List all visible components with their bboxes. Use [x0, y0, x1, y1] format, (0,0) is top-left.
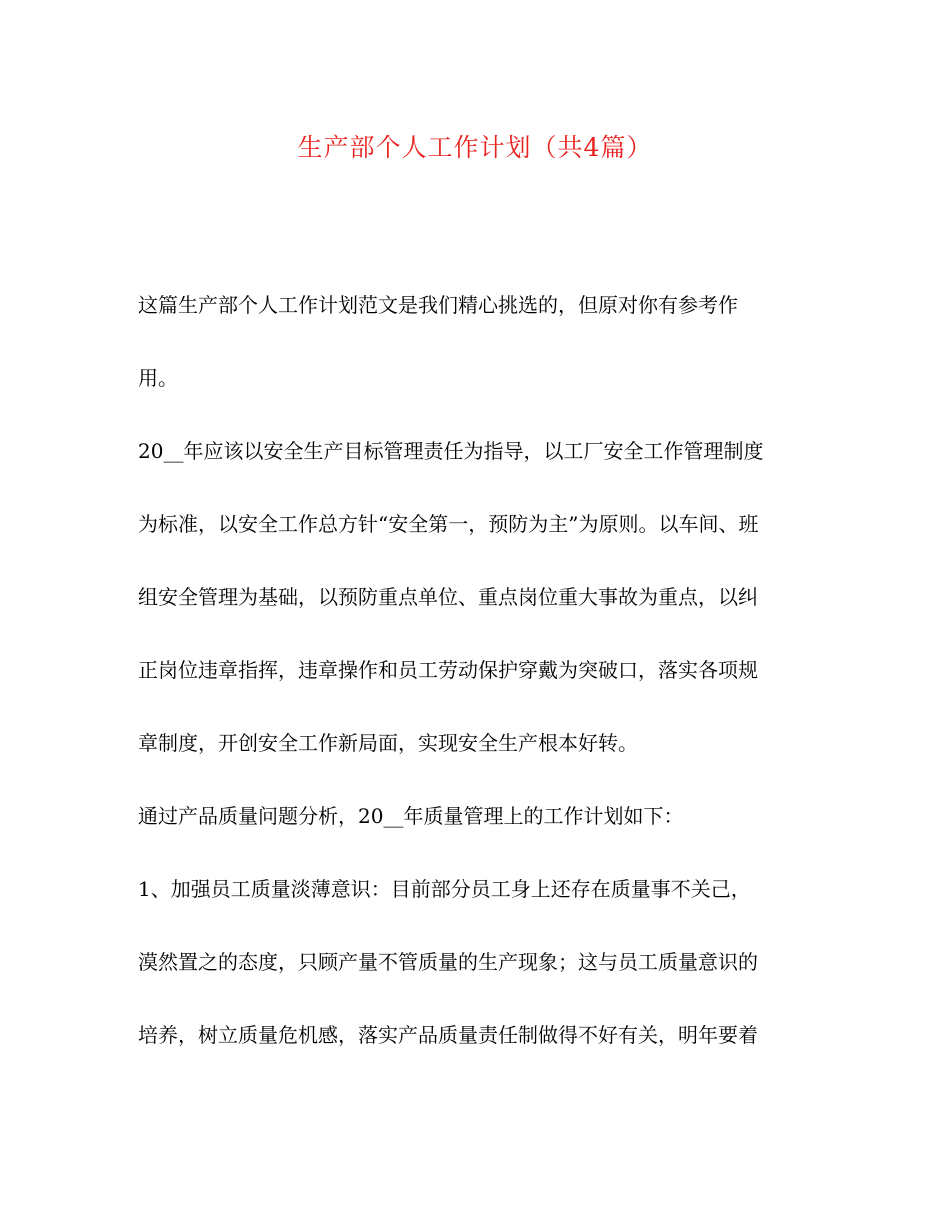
body-line: 1、加强员工质量淡薄意识：目前部分员工身上还存在质量事不关己，: [138, 877, 751, 901]
body-line: 这篇生产部个人工作计划范文是我们精心挑选的，但原对你有参考作: [138, 293, 738, 317]
body-line: 正岗位违章指挥，违章操作和员工劳动保护穿戴为突破口，落实各项规: [138, 658, 758, 682]
body-line: 通过产品质量问题分析，20__年质量管理上的工作计划如下：: [138, 804, 684, 828]
body-line: 章制度，开创安全工作新局面，实现安全生产根本好转。: [138, 731, 638, 755]
body-line: 用。: [138, 366, 178, 390]
document-title: 生产部个人工作计划（共4篇）: [297, 133, 653, 162]
body-line: 20__年应该以安全生产目标管理责任为指导，以工厂安全工作管理制度: [138, 439, 764, 463]
body-line: 漠然置之的态度，只顾产量不管质量的生产现象；这与员工质量意识的: [138, 950, 758, 974]
body-line: 培养，树立质量危机感，落实产品质量责任制做得不好有关，明年要着: [138, 1023, 758, 1047]
body-line: 为标准，以安全工作总方针“安全第一，预防为主”为原则。以车间、班: [138, 512, 759, 536]
body-line: 组安全管理为基础，以预防重点单位、重点岗位重大事故为重点，以纠: [138, 585, 758, 609]
